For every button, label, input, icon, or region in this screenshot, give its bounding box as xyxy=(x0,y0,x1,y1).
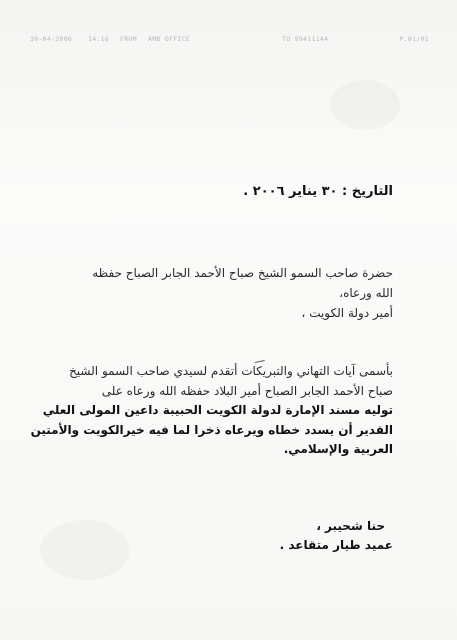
addressee-line: حضرة صاحب السمو الشيخ صباح الأحمد الجابر الصباح حفظه xyxy=(92,266,393,280)
body-line: بأسمى آيات التهاني والتبريكات أتقدم لسيدي صاحب السمو الشيخ xyxy=(69,364,393,378)
fax-recipient-number: TO 99411144 xyxy=(282,35,329,43)
letter-date: التاريخ : ٣٠ يناير ٢٠٠٦ . xyxy=(243,184,393,199)
addressee-line: أمير دولة الكويت ، xyxy=(301,306,393,320)
fax-from-label: FROM xyxy=(120,35,137,43)
fax-sender-office: AMB OFFICE xyxy=(148,35,191,43)
fax-page-count: P.01/01 xyxy=(399,35,429,43)
letter-signature xyxy=(280,517,393,555)
fax-time: 14:16 xyxy=(88,35,110,43)
letter-addressee xyxy=(92,263,393,323)
body-line: القدير أن يسدد خطاه ويرعاه ذخرا لما فيه خيرالكويت والأمتين xyxy=(30,422,393,437)
body-line: توليه مسند الإمارة لدولة الكويت الحبيبة داعين المولى العلي xyxy=(42,403,393,417)
paper-smudge xyxy=(40,520,130,580)
signatory-title: عميد طيار متقاعد . xyxy=(279,538,393,552)
letter-body xyxy=(31,362,393,460)
body-line: العربية والإسلامي. xyxy=(283,442,393,456)
addressee-line: الله ورعاه، xyxy=(339,286,393,300)
fax-date: 30-04-2006 xyxy=(30,35,73,43)
signatory-name: حنا شحيبر ، xyxy=(316,519,385,533)
paper-smudge xyxy=(330,80,400,130)
body-line: صباح الأحمد الجابر الصباح أمير البلاد حفظه الله ورعاه على xyxy=(101,383,393,398)
fax-transmission-header xyxy=(30,35,429,47)
